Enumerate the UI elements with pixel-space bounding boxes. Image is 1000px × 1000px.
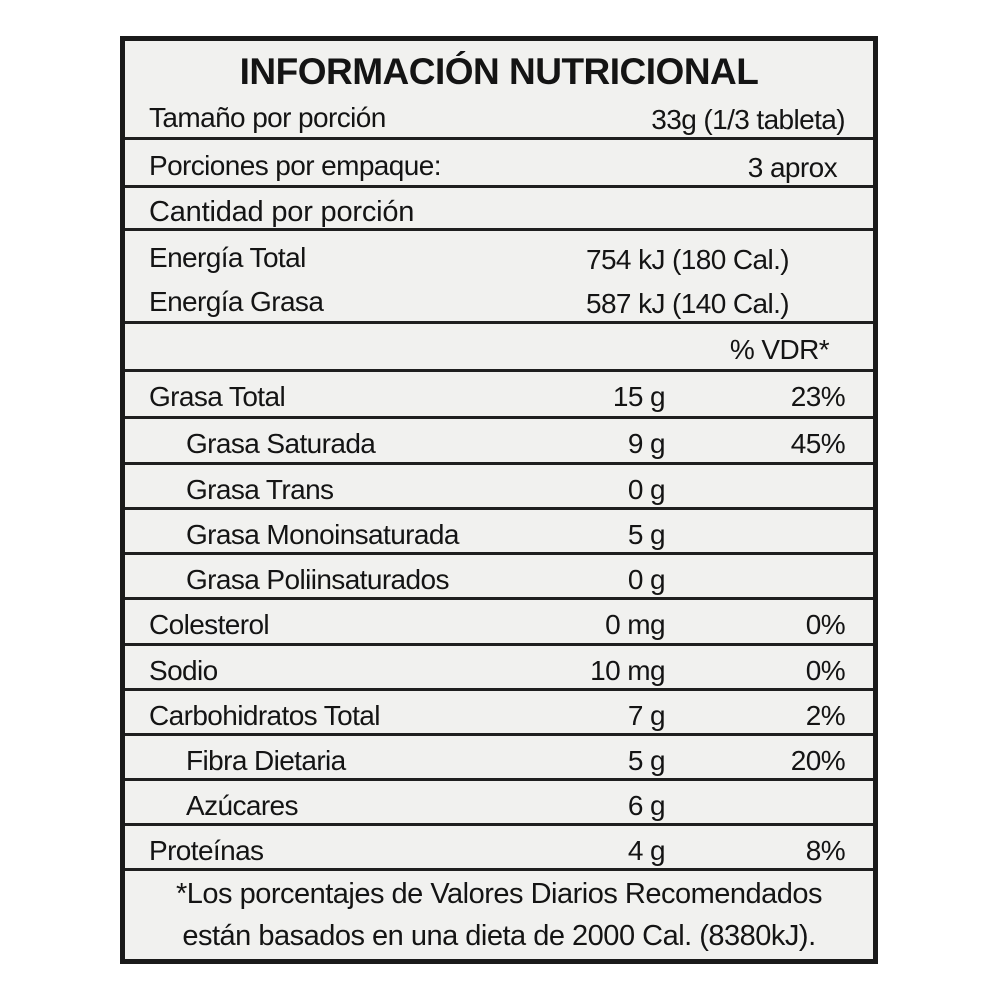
nutrient-name: Grasa Total bbox=[149, 381, 286, 412]
nutrient-amount: 0 g bbox=[627, 564, 665, 595]
nutrient-row-grasa-saturada bbox=[125, 419, 873, 465]
nutrient-row-colesterol bbox=[125, 600, 873, 646]
nutrient-dv: 0% bbox=[805, 655, 845, 686]
serving-size-row bbox=[125, 41, 873, 140]
nutrient-dv: 45% bbox=[790, 428, 845, 459]
nutrient-amount: 9 g bbox=[627, 428, 665, 459]
nutrient-dv: 23% bbox=[790, 381, 845, 412]
nutrient-name: Colesterol bbox=[149, 609, 270, 640]
label-title: INFORMACIÓN NUTRICIONAL bbox=[239, 51, 759, 92]
nutrient-name: Azúcares bbox=[186, 790, 298, 821]
nutrient-amount: 7 g bbox=[627, 700, 665, 731]
nutrient-dv: 20% bbox=[790, 745, 845, 776]
nutrient-row-carbohidratos-total bbox=[125, 691, 873, 736]
energy-row bbox=[125, 231, 873, 324]
nutrient-name: Grasa Monoinsaturada bbox=[186, 519, 459, 550]
nutrient-row-grasa-poliinsaturados bbox=[125, 555, 873, 600]
footnote-line-1: *Los porcentajes de Valores Diarios Recomendados bbox=[175, 878, 823, 910]
nutrient-amount: 4 g bbox=[627, 835, 665, 866]
nutrient-row-grasa-trans bbox=[125, 465, 873, 510]
nutrient-row-azucares bbox=[125, 781, 873, 826]
nutrient-name: Carbohidratos Total bbox=[149, 700, 380, 731]
nutrient-name: Fibra Dietaria bbox=[186, 745, 346, 776]
footnote bbox=[125, 873, 873, 957]
footnote-line-2: están basados en una dieta de 2000 Cal. (8380kJ). bbox=[182, 920, 816, 952]
nutrient-amount: 15 g bbox=[612, 381, 665, 412]
nutrient-name: Grasa Poliinsaturados bbox=[186, 564, 449, 595]
dv-header: % VDR* bbox=[729, 334, 829, 365]
nutrient-name: Proteínas bbox=[149, 835, 264, 866]
nutrient-amount: 5 g bbox=[627, 519, 665, 550]
nutrient-dv: 8% bbox=[805, 835, 845, 866]
nutrition-facts-label bbox=[120, 36, 878, 964]
nutrient-name: Grasa Saturada bbox=[186, 428, 376, 459]
nutrient-dv: 0% bbox=[805, 609, 845, 640]
amount-per-serving-heading: Cantidad por porción bbox=[149, 196, 415, 228]
nutrient-row-proteinas bbox=[125, 826, 873, 871]
dv-header-row bbox=[125, 324, 873, 372]
servings-per-pack-label: Porciones por empaque: bbox=[149, 150, 441, 181]
nutrient-name: Grasa Trans bbox=[186, 474, 334, 505]
energy-fat-label: Energía Grasa bbox=[149, 286, 324, 317]
nutrient-row-sodio bbox=[125, 646, 873, 691]
nutrient-amount: 10 mg bbox=[590, 655, 665, 686]
serving-size-label: Tamaño por porción bbox=[149, 102, 386, 133]
nutrient-amount: 5 g bbox=[627, 745, 665, 776]
servings-per-pack-value: 3 aprox bbox=[747, 152, 837, 183]
energy-total-label: Energía Total bbox=[149, 242, 306, 273]
serving-size-value: 33g (1/3 tableta) bbox=[651, 104, 845, 135]
nutrient-amount: 6 g bbox=[627, 790, 665, 821]
nutrient-dv: 2% bbox=[805, 700, 845, 731]
nutrient-row-fibra-dietaria bbox=[125, 736, 873, 781]
amount-per-serving-row bbox=[125, 188, 873, 231]
nutrient-amount: 0 g bbox=[627, 474, 665, 505]
nutrient-name: Sodio bbox=[149, 655, 218, 686]
energy-fat-value: 587 kJ (140 Cal.) bbox=[585, 288, 789, 319]
nutrient-row-grasa-total bbox=[125, 372, 873, 419]
energy-total-value: 754 kJ (180 Cal.) bbox=[585, 244, 789, 275]
nutrient-amount: 0 mg bbox=[605, 609, 665, 640]
nutrient-row-grasa-monoinsaturada bbox=[125, 510, 873, 555]
servings-per-pack-row bbox=[125, 140, 873, 188]
